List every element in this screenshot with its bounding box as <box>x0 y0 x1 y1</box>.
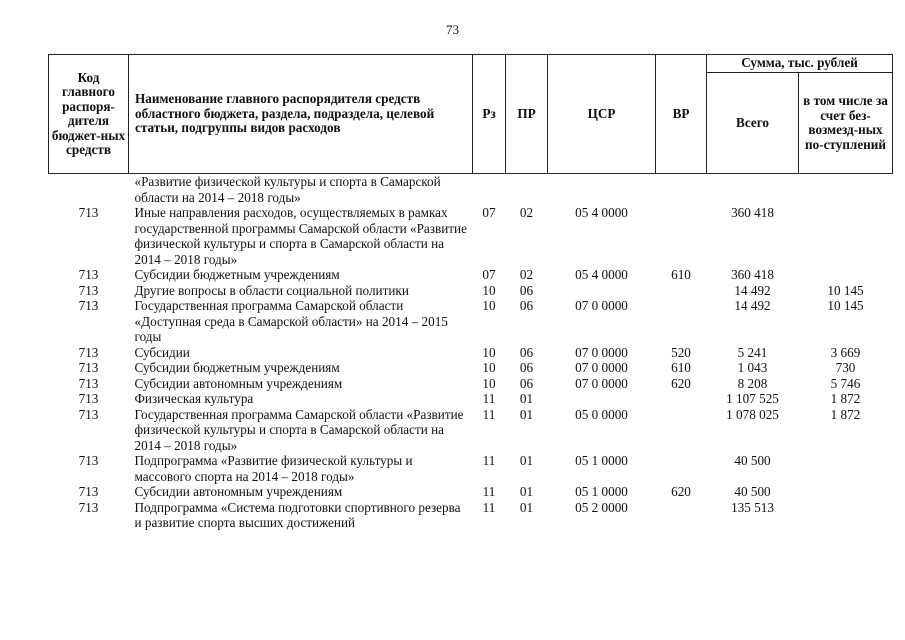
total-cell: 135 513 <box>731 499 774 515</box>
vr-cell <box>656 174 707 206</box>
total-cell: 5 241 <box>737 344 768 360</box>
csr-cell: 05 4 0000 <box>575 267 628 282</box>
vr-cell <box>656 391 707 407</box>
vr-cell: 610 <box>671 267 691 282</box>
rz-cell: 11 <box>482 391 496 406</box>
name-cell: Субсидии автономным учреждениям <box>134 484 343 499</box>
pr-cell: 01 <box>519 484 534 499</box>
pr-cell: 06 <box>519 344 534 360</box>
csr-cell <box>548 391 656 407</box>
table-body <box>49 174 893 531</box>
name-cell: «Развитие физической культуры и спорта в Самарской области на 2014 – 2018 годы» <box>134 174 441 205</box>
csr-cell: 05 1 0000 <box>575 453 628 468</box>
table-row <box>49 453 893 484</box>
total-cell: 40 500 <box>734 484 771 499</box>
table-row <box>49 500 893 531</box>
name-cell: Субсидии бюджетным учреждениям <box>134 267 340 282</box>
page-number: 73 <box>446 22 459 37</box>
total-cell <box>707 174 799 206</box>
header-rz: Рз <box>473 55 506 174</box>
name-cell: Другие вопросы в области социальной политики <box>134 282 409 298</box>
csr-cell <box>548 174 656 206</box>
rz-cell: 07 <box>482 267 496 282</box>
free-cell: 730 <box>835 360 856 375</box>
vr-cell: 620 <box>671 375 691 391</box>
rz-cell: 11 <box>482 406 496 422</box>
table-row <box>49 283 893 299</box>
pr-cell: 06 <box>519 360 534 375</box>
free-cell: 10 145 <box>827 298 864 313</box>
rz-cell: 11 <box>482 453 496 468</box>
table-row <box>49 174 893 206</box>
csr-cell: 05 4 0000 <box>575 205 628 220</box>
pr-cell <box>506 174 548 206</box>
total-cell: 360 418 <box>731 205 774 220</box>
code-cell: 713 <box>78 344 99 360</box>
code-cell: 713 <box>78 453 99 468</box>
csr-cell: 07 0 0000 <box>575 360 628 375</box>
csr-cell: 07 0 0000 <box>575 344 628 360</box>
table-row <box>49 345 893 361</box>
total-cell: 1 107 525 <box>726 391 779 406</box>
header-name: Наименование главного распорядителя средств областного бюджета, раздела, подраздела, целевой статьи, подгруппы видов расходов <box>129 55 473 174</box>
table-row <box>49 484 893 500</box>
vr-cell: 610 <box>671 360 691 375</box>
pr-cell: 01 <box>519 453 534 468</box>
rz-cell: 10 <box>482 282 496 298</box>
total-cell: 8 208 <box>737 375 768 391</box>
csr-cell: 07 0 0000 <box>575 375 628 391</box>
code-cell: 713 <box>78 205 99 220</box>
vr-cell <box>656 205 707 267</box>
total-cell: 1 078 025 <box>726 406 779 422</box>
total-cell: 1 043 <box>737 360 768 375</box>
free-cell: 5 746 <box>830 375 861 391</box>
header-sum: Сумма, тыс. рублей <box>707 55 893 73</box>
table-row <box>49 205 893 267</box>
header-csr: ЦСР <box>548 55 656 174</box>
free-cell <box>799 484 893 500</box>
total-cell: 40 500 <box>734 453 771 468</box>
free-cell <box>799 174 893 206</box>
vr-cell <box>656 500 707 531</box>
pr-cell: 01 <box>519 499 534 515</box>
csr-cell <box>548 283 656 299</box>
total-cell: 14 492 <box>734 298 771 313</box>
vr-cell <box>656 283 707 299</box>
name-cell: Государственная программа Самарской области «Доступная среда в Самарской области» на 2014 – 2015 годы <box>134 298 448 344</box>
free-cell <box>799 500 893 531</box>
code-cell: 713 <box>78 484 99 499</box>
table-row <box>49 360 893 376</box>
name-cell: Субсидии бюджетным учреждениям <box>134 360 340 375</box>
code-cell: 713 <box>78 375 99 391</box>
name-cell: Субсидии автономным учреждениям <box>134 375 343 391</box>
header-vr: ВР <box>656 55 707 174</box>
name-cell: Физическая культура <box>134 391 254 406</box>
free-cell: 1 872 <box>830 406 861 422</box>
code-cell: 713 <box>78 499 99 515</box>
free-cell <box>799 267 893 283</box>
csr-cell: 05 1 0000 <box>575 484 628 499</box>
pr-cell: 02 <box>519 267 534 282</box>
rz-cell: 07 <box>482 205 496 220</box>
pr-cell: 06 <box>519 298 534 313</box>
rz-cell: 10 <box>482 375 496 391</box>
header-pr: ПР <box>506 55 548 174</box>
free-cell: 1 872 <box>830 391 861 406</box>
free-cell: 3 669 <box>830 344 861 360</box>
header-total: Всего <box>707 73 799 174</box>
code-cell: 713 <box>78 391 99 406</box>
free-cell <box>799 205 893 267</box>
free-cell: 10 145 <box>827 282 864 298</box>
table-row <box>49 391 893 407</box>
total-cell: 360 418 <box>731 267 774 282</box>
table-row <box>49 407 893 454</box>
csr-cell: 05 0 0000 <box>575 406 628 422</box>
free-cell <box>799 453 893 484</box>
header-free: в том числе за счет без-возмезд-ных по-ступлений <box>799 73 893 174</box>
pr-cell: 06 <box>519 375 534 391</box>
header-code: Код главного распоря-дителя бюджет-ных средств <box>49 55 129 174</box>
rz-cell <box>473 174 506 206</box>
code-cell: 713 <box>78 282 99 298</box>
csr-cell: 07 0 0000 <box>575 298 628 313</box>
csr-cell: 05 2 0000 <box>575 499 628 515</box>
table-row <box>49 298 893 345</box>
rz-cell: 11 <box>482 499 496 515</box>
name-cell: Субсидии <box>134 344 190 360</box>
name-cell: Государственная программа Самарской области «Развитие физической культуры и спорта в Самарской области на 2014 – 2018 годы» <box>134 406 464 453</box>
code-cell: 713 <box>78 406 99 422</box>
rz-cell: 10 <box>482 344 496 360</box>
pr-cell: 01 <box>519 406 534 422</box>
name-cell: Иные направления расходов, осуществляемых в рамках государственной программы Самарской области «Развитие физической культуры и спорта в Самарской области на 2014 – 2018 годы» <box>134 205 467 267</box>
rz-cell: 10 <box>482 360 496 375</box>
pr-cell: 02 <box>519 205 534 220</box>
pr-cell: 01 <box>519 391 534 406</box>
name-cell: Подпрограмма «Развитие физической культуры и массового спорта на 2014 – 2018 годы» <box>134 453 413 484</box>
rz-cell: 11 <box>482 484 496 499</box>
vr-cell: 520 <box>671 344 691 360</box>
code-cell: 713 <box>78 360 99 375</box>
budget-table <box>48 54 893 531</box>
total-cell: 14 492 <box>734 282 771 298</box>
vr-cell <box>656 298 707 345</box>
pr-cell: 06 <box>519 282 534 298</box>
name-cell: Подпрограмма «Система подготовки спортивного резерва и развитие спорта высших достижений <box>134 499 461 530</box>
vr-cell <box>656 453 707 484</box>
table-row <box>49 267 893 283</box>
table-header <box>49 55 893 174</box>
code-cell <box>49 174 129 206</box>
rz-cell: 10 <box>482 298 496 313</box>
table-row <box>49 376 893 392</box>
vr-cell: 620 <box>671 484 691 499</box>
vr-cell <box>656 407 707 454</box>
code-cell: 713 <box>78 298 99 313</box>
code-cell: 713 <box>78 267 99 282</box>
